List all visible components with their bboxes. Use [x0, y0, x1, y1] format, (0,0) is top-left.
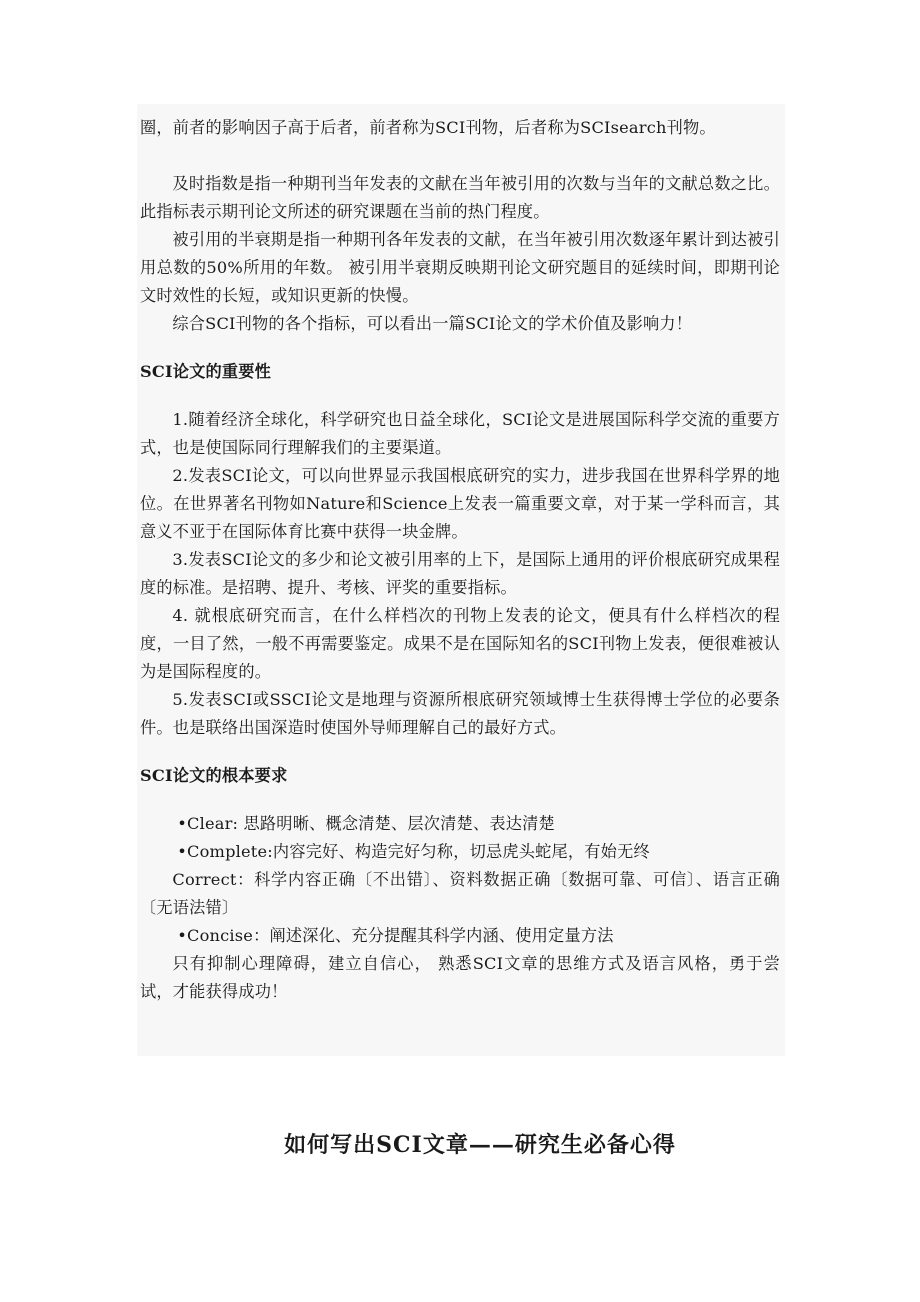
half-life-paragraph: 被引用的半衰期是指一种期刊各年发表的文献，在当年被引用次数逐年累计到达被引用总数的50%所用的年数。 被引用半衰期反映期刊论文研究题目的延续时间，即期刊论文时效性的长短，或知识更新的快慢。 — [140, 230, 780, 305]
requirement-complete: •Complete:内容完好、构造完好匀称，切忌虎头蛇尾，有始无终 — [177, 842, 650, 861]
requirement-clear: •Clear: 思路明晰、概念清楚、层次清楚、表达清楚 — [177, 814, 555, 833]
summary-paragraph: 综合SCI刊物的各个指标，可以看出一篇SCI论文的学术价值及影响力！ — [172, 314, 693, 333]
requirement-correct: Correct：科学内容正确〔不出错〕、资料数据正确〔数据可靠、可信〕、语言正确〔无语法错〕 — [140, 870, 780, 917]
importance-item-1: 1.随着经济全球化，科学研究也日益全球化，SCI论文是进展国际科学交流的重要方式，也是使国际同行理解我们的主要渠道。 — [140, 410, 780, 457]
closing-paragraph: 只有抑制心理障碍，建立自信心， 熟悉SCI文章的思维方式及语言风格，勇于尝试，才能获得成功！ — [140, 954, 780, 1001]
importance-item-2: 2.发表SCI论文，可以向世界显示我国根底研究的实力，进步我国在世界科学界的地位。在世界著名刊物如Nature和Science上发表一篇重要文章，对于某一学科而言，其意义不亚于在国际体育比赛中获得一块金牌。 — [140, 466, 780, 541]
importance-item-3: 3.发表SCI论文的多少和论文被引用率的上下，是国际上通用的评价根底研究成果程度的标准。是招聘、提升、考核、评奖的重要指标。 — [140, 550, 780, 597]
next-section-title: 如何写出SCI文章——研究生必备心得 — [284, 1132, 676, 1158]
importance-heading: SCI论文的重要性 — [140, 362, 272, 381]
importance-item-4: 4. 就根底研究而言，在什么样档次的刊物上发表的论文，便具有什么样档次的程度，一目了然，一般不再需要鉴定。成果不是在国际知名的SCI刊物上发表，便很难被认为是国际程度的。 — [140, 606, 780, 681]
immediacy-index-paragraph: 及时指数是指一种期刊当年发表的文献在当年被引用的次数与当年的文献总数之比。此指标表示期刊论文所述的研究课题在当前的热门程度。 — [140, 174, 780, 221]
requirements-heading: SCI论文的根本要求 — [140, 766, 288, 785]
intro-continuation: 圈，前者的影响因子高于后者，前者称为SCI刊物，后者称为SCIsearch刊物。 — [140, 118, 716, 137]
importance-item-5: 5.发表SCI或SSCI论文是地理与资源所根底研究领域博士生获得博士学位的必要条件。也是联络出国深造时使国外导师理解自己的最好方式。 — [140, 690, 780, 737]
document-body — [140, 114, 780, 1006]
requirement-concise: •Concise：阐述深化、充分提醒其科学内涵、使用定量方法 — [177, 926, 614, 945]
